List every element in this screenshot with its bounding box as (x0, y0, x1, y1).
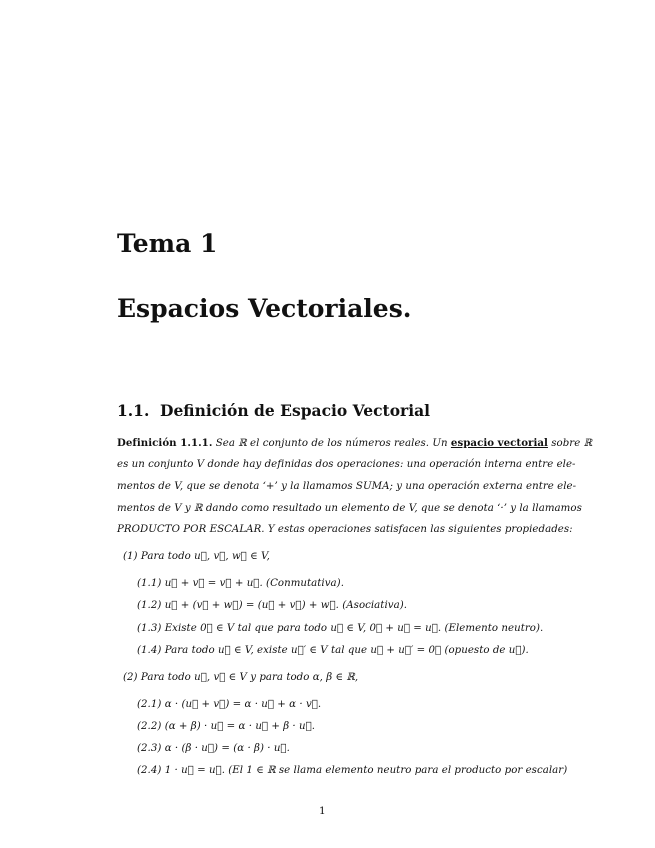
property-2-1: (2.1) α · (u⃗ + v⃗) = α · u⃗ + α · v⃗. (137, 699, 322, 710)
page-number: 1 (319, 805, 326, 817)
definition-line-5: PRODUCTO POR ESCALAR. Y estas operaciones satisfacen las siguientes propiedades: (117, 524, 573, 535)
chapter-label: Tema 1 (117, 229, 218, 258)
definition-label: Definición 1.1.1. (117, 437, 213, 449)
property-2-4: (2.4) 1 · u⃗ = u⃗. (El 1 ∈ ℝ se llama elemento neutro para el producto por escalar) (137, 765, 568, 776)
definition-line-4: mentos de V y ℝ dando como resultado un elemento de V, que se denota ‘·’ y la llamamos (117, 503, 582, 514)
section-number: 1.1. (117, 401, 150, 420)
property-1-1: (1.1) u⃗ + v⃗ = v⃗ + u⃗. (Conmutativa). (137, 578, 344, 589)
definition-line-1 (117, 437, 592, 449)
definition-line-3: mentos de V, que se denota ‘+’ y la llamamos SUMA; y una operación externa entre ele- (117, 481, 577, 492)
definition-line-2: es un conjunto V donde hay definidas dos operaciones: una operación interna entre ele- (117, 459, 576, 470)
definition-text-1a: Sea ℝ el conjunto de los números reales. Un (215, 438, 448, 449)
property-2-3: (2.3) α · (β · u⃗) = (α · β) · u⃗. (137, 743, 290, 754)
property-group-1: (1) Para todo u⃗, v⃗, w⃗ ∈ V, (123, 551, 270, 562)
property-group-2: (2) Para todo u⃗, v⃗ ∈ V y para todo α, β ∈ ℝ, (123, 672, 359, 683)
property-1-3: (1.3) Existe 0⃗ ∈ V tal que para todo u⃗ ∈ V, 0⃗ + u⃗ = u⃗. (Elemento neutro). (137, 623, 544, 634)
property-1-4: (1.4) Para todo u⃗ ∈ V, existe u⃗′ ∈ V tal que u⃗ + u⃗′ = 0⃗ (opuesto de u⃗). (137, 645, 529, 656)
definition-term: espacio vectorial (450, 437, 548, 449)
property-2-2: (2.2) (α + β) · u⃗ = α · u⃗ + β · u⃗. (137, 721, 316, 732)
chapter-title: Espacios Vectoriales. (117, 294, 412, 323)
section-heading (117, 401, 430, 420)
section-title: Definición de Espacio Vectorial (160, 401, 431, 420)
property-1-2: (1.2) u⃗ + (v⃗ + w⃗) = (u⃗ + v⃗) + w⃗. (Asociativa). (137, 600, 408, 611)
definition-text-1b: sobre ℝ (551, 438, 593, 449)
